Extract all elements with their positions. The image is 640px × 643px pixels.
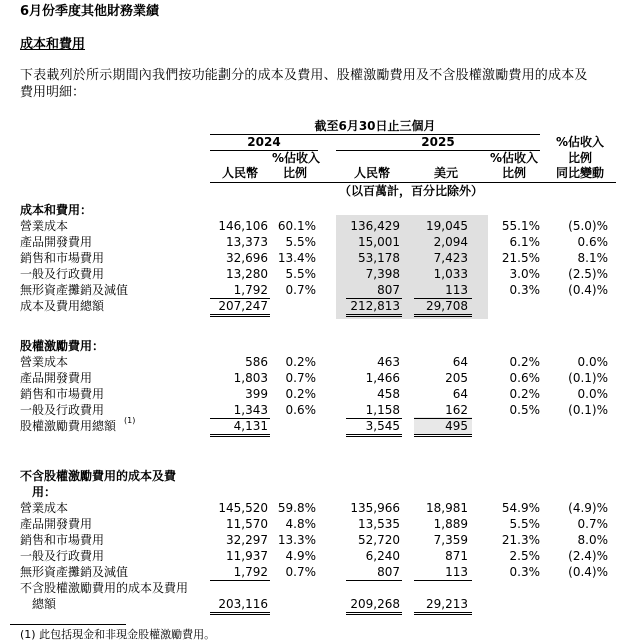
row-label: 銷售和市場費用 xyxy=(20,387,105,401)
footnote-rule xyxy=(10,624,126,625)
cell-usd25: 64 xyxy=(452,355,468,369)
cell-usd25: 18,981 xyxy=(426,501,468,515)
yoy-header-line3: 同比變動 xyxy=(555,166,604,180)
total-double-rule-rmb25 xyxy=(346,434,402,437)
total-double-rule-usd25 xyxy=(414,314,472,317)
cell-usd25: 64 xyxy=(452,387,468,401)
cell-yoy: (5.0)% xyxy=(568,219,608,233)
cell-rmb25: 463 xyxy=(377,355,400,369)
total-rmb24: 207,247 xyxy=(218,299,268,313)
pct-2024-header-line1: %佔收入 xyxy=(272,151,321,165)
row-label: 一般及行政費用 xyxy=(20,267,105,281)
cell-usd25: 1,033 xyxy=(433,267,468,281)
total-double-rule-rmb25 xyxy=(346,612,402,615)
cell-rmb25: 13,535 xyxy=(358,517,400,531)
row-label: 無形資產攤銷及減值 xyxy=(20,565,129,579)
cell-rmb25: 807 xyxy=(377,565,400,579)
cell-rmb24: 586 xyxy=(245,355,268,369)
total-usd25: 495 xyxy=(445,419,468,433)
cell-usd25: 113 xyxy=(445,565,468,579)
cell-pct24: 0.7% xyxy=(285,371,316,385)
cell-usd25: 162 xyxy=(445,403,468,417)
cell-usd25: 113 xyxy=(445,283,468,297)
rmb-2025-header: 人民幣 xyxy=(353,166,390,180)
total-rule-rmb25 xyxy=(346,580,402,581)
cell-pct25: 0.2% xyxy=(509,387,540,401)
section-heading: 股權激勵費用： xyxy=(20,339,105,353)
total-double-rule-rmb24 xyxy=(210,314,270,317)
row-label: 產品開發費用 xyxy=(20,517,93,531)
total-double-rule-rmb25 xyxy=(346,314,402,317)
cell-pct24: 5.5% xyxy=(285,267,316,281)
cell-pct25: 3.0% xyxy=(509,267,540,281)
total-rule-rmb24 xyxy=(210,580,270,581)
row-label: 營業成本 xyxy=(20,501,69,515)
cell-pct25: 5.5% xyxy=(509,517,540,531)
cell-pct25: 0.3% xyxy=(509,283,540,297)
row-label: 無形資產攤銷及減值 xyxy=(20,283,129,297)
cell-usd25: 7,423 xyxy=(433,251,468,265)
cell-pct24: 0.2% xyxy=(285,387,316,401)
total-rule-usd25 xyxy=(414,580,472,581)
total-double-rule-usd25 xyxy=(414,434,472,437)
cell-yoy: 8.1% xyxy=(577,251,608,265)
cell-rmb24: 32,696 xyxy=(226,251,268,265)
cell-pct25: 21.5% xyxy=(501,251,540,265)
cell-pct24: 0.7% xyxy=(285,565,316,579)
cell-rmb24: 13,373 xyxy=(226,235,268,249)
cell-rmb24: 11,570 xyxy=(226,517,268,531)
intro-text-line2: 費用明細： xyxy=(20,85,86,100)
year-2024-header: 2024 xyxy=(247,135,281,149)
cell-rmb24: 145,520 xyxy=(218,501,268,515)
row-label: 營業成本 xyxy=(20,219,69,233)
cell-pct25: 6.1% xyxy=(509,235,540,249)
cell-yoy: (2.4)% xyxy=(568,549,608,563)
cell-pct25: 0.2% xyxy=(509,355,540,369)
cell-yoy: 8.0% xyxy=(577,533,608,547)
cell-rmb24: 146,106 xyxy=(218,219,268,233)
section-title: 成本和費用 xyxy=(20,37,86,52)
row-label: 一般及行政費用 xyxy=(20,403,105,417)
cell-yoy: (2.5)% xyxy=(568,267,608,281)
row-label: 營業成本 xyxy=(20,355,69,369)
row-label: 一般及行政費用 xyxy=(20,549,105,563)
cell-yoy: (0.4)% xyxy=(568,565,608,579)
section-heading-line1: 不含股權激勵費用的成本及費 xyxy=(20,469,177,483)
cell-rmb24: 1,803 xyxy=(233,371,268,385)
total-double-rule-rmb24 xyxy=(210,434,270,437)
row-label: 產品開發費用 xyxy=(20,371,93,385)
cell-rmb25: 53,178 xyxy=(358,251,400,265)
cell-pct24: 4.8% xyxy=(285,517,316,531)
cell-usd25: 7,359 xyxy=(433,533,468,547)
cell-pct25: 55.1% xyxy=(501,219,540,233)
cell-pct24: 0.7% xyxy=(285,283,316,297)
intro-text-line1: 下表載列於所示期間內我們按功能劃分的成本及費用、股權激勵費用及不含股權激勵費用的成本及 xyxy=(20,68,588,83)
cell-yoy: 0.7% xyxy=(577,517,608,531)
cell-pct25: 54.9% xyxy=(501,501,540,515)
section-heading: 成本和費用： xyxy=(20,203,93,217)
total-label-line1: 不含股權激勵費用的成本及費用 xyxy=(20,581,189,595)
total-usd25: 29,708 xyxy=(426,299,468,313)
cell-rmb25: 15,001 xyxy=(358,235,400,249)
cell-pct25: 21.3% xyxy=(501,533,540,547)
cell-pct24: 5.5% xyxy=(285,235,316,249)
row-label: 產品開發費用 xyxy=(20,235,93,249)
cell-pct24: 13.4% xyxy=(277,251,316,265)
cell-pct25: 0.6% xyxy=(509,371,540,385)
cell-rmb25: 458 xyxy=(377,387,400,401)
year-2025-header: 2025 xyxy=(421,135,455,149)
cell-rmb25: 135,966 xyxy=(350,501,400,515)
total-label-line2: 總額 xyxy=(32,597,57,611)
cell-rmb24: 32,297 xyxy=(226,533,268,547)
cell-rmb24: 13,280 xyxy=(226,267,268,281)
cell-usd25: 871 xyxy=(445,549,468,563)
cell-pct24: 13.3% xyxy=(277,533,316,547)
cell-rmb24: 1,792 xyxy=(233,283,268,297)
yoy-header-line2: 比例 xyxy=(567,151,592,165)
row-label: 銷售和市場費用 xyxy=(20,251,105,265)
total-label: 成本及費用總額 xyxy=(20,299,105,313)
cell-usd25: 19,045 xyxy=(426,219,468,233)
total-rmb25: 209,268 xyxy=(350,597,400,611)
cell-yoy: 0.6% xyxy=(577,235,608,249)
unit-note: （以百萬計，百分比除外） xyxy=(338,184,483,198)
footnote-marker: (1) xyxy=(124,416,136,425)
total-rmb24: 203,116 xyxy=(218,597,268,611)
total-double-rule-usd25 xyxy=(414,612,472,615)
cell-rmb25: 1,466 xyxy=(365,371,400,385)
cell-pct25: 0.3% xyxy=(509,565,540,579)
cell-rmb25: 6,240 xyxy=(365,549,400,563)
pct-2024-header-line2: 比例 xyxy=(282,166,307,180)
total-double-rule-rmb24 xyxy=(210,612,270,615)
cell-rmb25: 7,398 xyxy=(365,267,400,281)
pct-2025-header-line2: 比例 xyxy=(501,166,526,180)
yoy-header-line1: %佔收入 xyxy=(555,135,605,149)
cell-pct24: 60.1% xyxy=(277,219,316,233)
cell-rmb25: 52,720 xyxy=(358,533,400,547)
cell-pct24: 0.2% xyxy=(285,355,316,369)
cell-rmb24: 1,343 xyxy=(233,403,268,417)
cell-usd25: 1,889 xyxy=(433,517,468,531)
rmb-2024-header: 人民幣 xyxy=(221,166,258,180)
header-bottom-rule xyxy=(210,182,616,183)
cell-rmb25: 807 xyxy=(377,283,400,297)
cell-pct25: 2.5% xyxy=(509,549,540,563)
cell-pct25: 0.5% xyxy=(509,403,540,417)
total-label: 股權激勵費用總額 xyxy=(20,419,117,433)
cell-pct24: 4.9% xyxy=(285,549,316,563)
cell-rmb24: 11,937 xyxy=(226,549,268,563)
cell-pct24: 59.8% xyxy=(277,501,316,515)
total-rmb24: 4,131 xyxy=(233,419,268,433)
total-rmb25: 212,813 xyxy=(350,299,400,313)
cell-usd25: 205 xyxy=(445,371,468,385)
cell-yoy: 0.0% xyxy=(577,387,608,401)
cell-rmb25: 1,158 xyxy=(365,403,400,417)
pct-2025-header-line1: %佔收入 xyxy=(489,151,539,165)
cell-usd25: 2,094 xyxy=(433,235,468,249)
cell-rmb24: 1,792 xyxy=(233,565,268,579)
cell-yoy: (4.9)% xyxy=(568,501,608,515)
usd-2025-header: 美元 xyxy=(433,166,458,180)
cell-pct24: 0.6% xyxy=(285,403,316,417)
total-usd25: 29,213 xyxy=(426,597,468,611)
cell-yoy: 0.0% xyxy=(577,355,608,369)
cell-yoy: (0.1)% xyxy=(568,403,608,417)
total-rmb25: 3,545 xyxy=(365,419,400,433)
row-label: 銷售和市場費用 xyxy=(20,533,105,547)
cell-rmb24: 399 xyxy=(245,387,268,401)
footnote: (1) 此包括現金和非現金股權激勵費用。 xyxy=(20,628,216,641)
cell-yoy: (0.4)% xyxy=(568,283,608,297)
cell-rmb25: 136,429 xyxy=(350,219,400,233)
period-header: 截至6月30日止三個月 xyxy=(314,119,436,133)
doc-title: 6月份季度其他財務業績 xyxy=(20,4,160,19)
cell-yoy: (0.1)% xyxy=(568,371,608,385)
section-heading-line2: 用： xyxy=(32,485,57,499)
